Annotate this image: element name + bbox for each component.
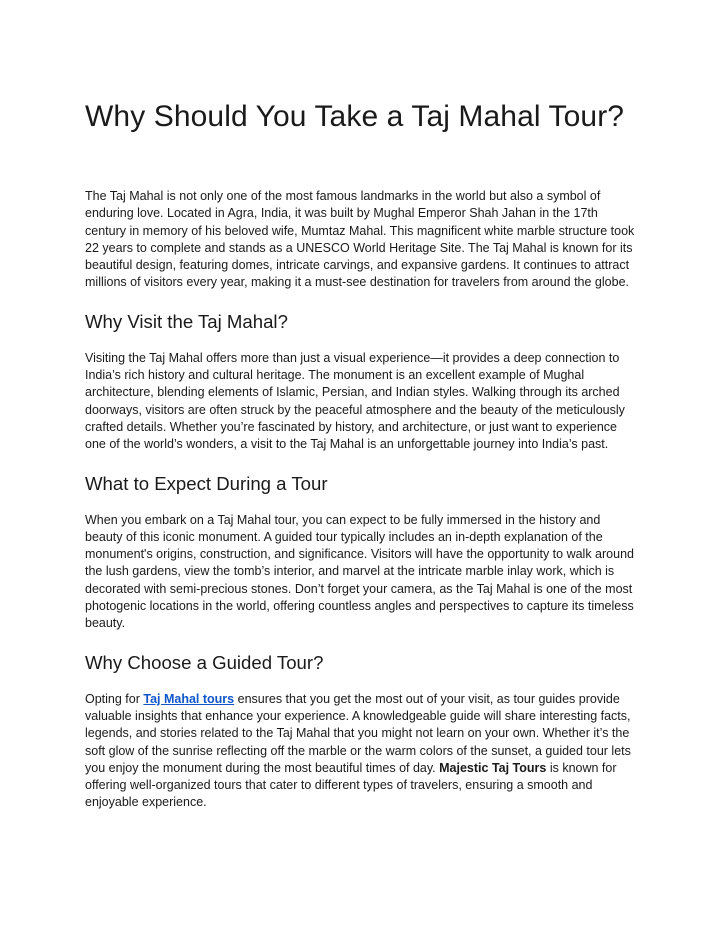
section-heading-what-to-expect: What to Expect During a Tour (85, 472, 328, 494)
section-paragraph-what-to-expect: When you embark on a Taj Mahal tour, you can expect to be fully immersed in the history and beauty of this iconic monument. A guided tour typically includes an in-depth explanation of the monument's origins, construction, and significance. Visitors will have the opportunity to walk around the lush gardens, view the tomb’s interior, and marvel at the intricate marble inlay work, which is decorated with semi-precious stones. Don’t forget your camera, as the Taj Mahal is one of the most photogenic locations in the world, offering countless angles and perspectives to capture its timeless beauty. (85, 512, 634, 631)
intro-paragraph: The Taj Mahal is not only one of the most famous landmarks in the world but also a symbol of enduring love. Located in Agra, India, it was built by Mughal Emperor Shah Jahan in the 17th century in memory of his beloved wife, Mumtaz Mahal. This magnificent white marble structure took 22 years to complete and stands as a UNESCO World Heritage Site. The Taj Mahal is known for its beautiful design, featuring domes, intricate carvings, and expansive gardens. It continues to attract millions of visitors every year, making it a must-see destination for travelers from around the globe. (85, 189, 635, 290)
section-paragraph-guided-tour (85, 691, 636, 812)
page-title: Why Should You Take a Taj Mahal Tour? (85, 100, 625, 133)
guided-tour-text-middle: ensures that you get the most out of your visit, as tour guides provide valuable insights that enhance your experience. A knowledgeable guide will share interesting facts, legends, and stories related to the Taj Mahal that you might not learn on your own. Whether it’s the soft glow of the sunrise reflecting off the marble or the warm colors of the sunset, a guided tour lets you enjoy the monument during the most beautiful times of day. (85, 691, 631, 775)
guided-tour-text-start: Opting for (85, 691, 144, 706)
taj-mahal-tours-link[interactable]: Taj Mahal tours (143, 691, 235, 706)
section-paragraph-why-visit: Visiting the Taj Mahal offers more than just a visual experience—it provides a deep connection to India’s rich history and cultural heritage. The monument is an excellent example of Mughal architecture, blending elements of Islamic, Persian, and Indian styles. Walking through its arched doorways, visitors are often struck by the peaceful atmosphere and the beauty of the meticulously crafted details. Whether you’re fascinated by history, and architecture, or just want to experience one of the world’s wonders, a visit to the Taj Mahal is an unforgettable journey into India’s past. (85, 350, 625, 452)
majestic-taj-tours-bold: Majestic Taj Tours (439, 760, 547, 775)
section-heading-why-visit: Why Visit the Taj Mahal? (85, 310, 288, 332)
guided-tour-text-end: is known for offering well-organized tours that cater to different types of travelers, ensuring a smooth and enjoyable experience. (85, 760, 617, 810)
section-heading-guided-tour: Why Choose a Guided Tour? (85, 651, 324, 673)
